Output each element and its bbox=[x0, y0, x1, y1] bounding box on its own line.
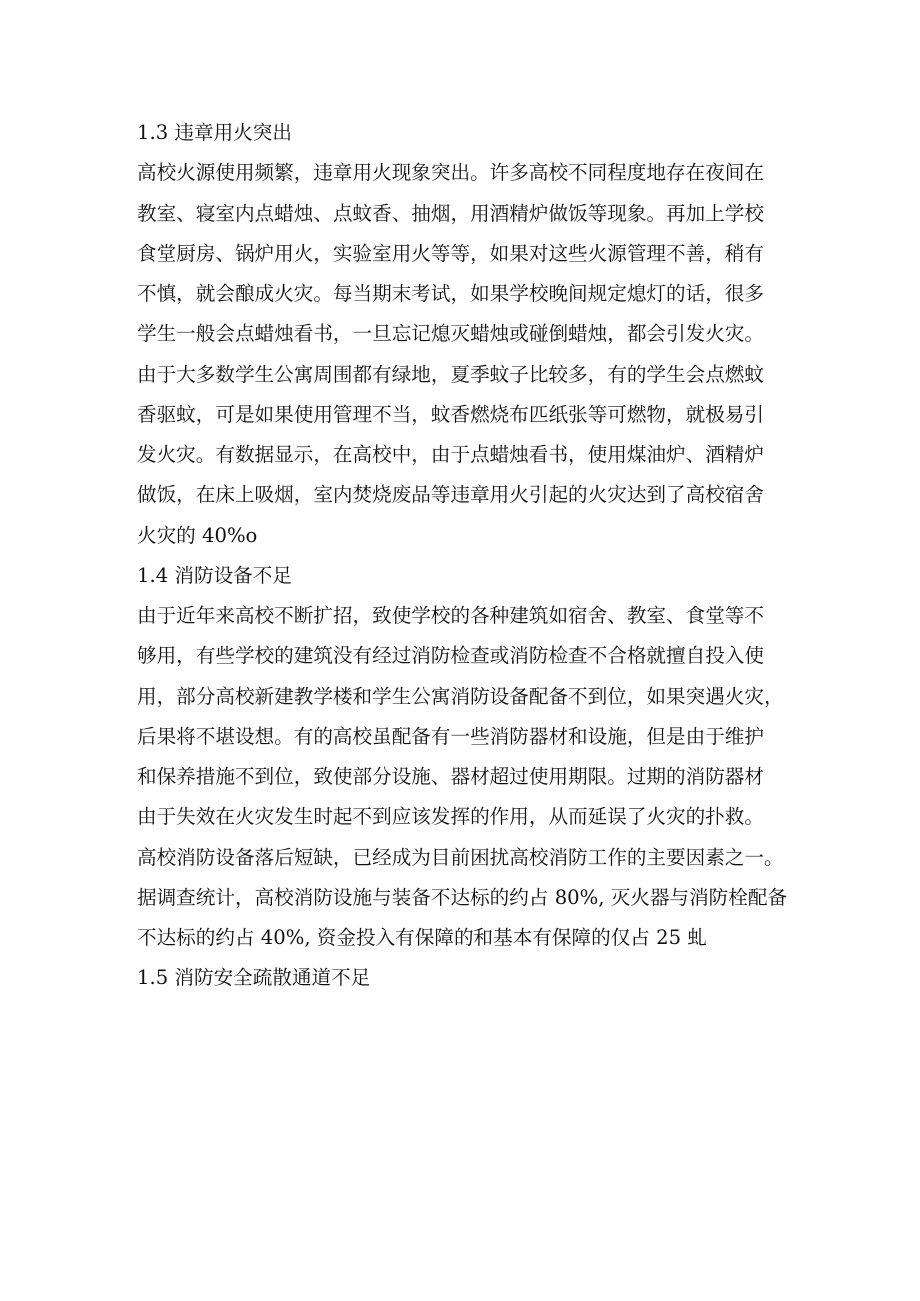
document-body bbox=[137, 113, 797, 999]
paragraph-line: 发火灾。有数据显示，在高校中，由于点蜡烛看书，使用煤油炉、酒精炉 bbox=[137, 443, 764, 466]
paragraph-line: 做饭，在床上吸烟，室内焚烧废品等违章用火引起的火灾达到了高校宿舍 bbox=[137, 483, 764, 507]
paragraph-line: 香驱蚊，可是如果使用管理不当，蚊香燃烧布匹纸张等可燃物，就极易引 bbox=[137, 402, 764, 426]
paragraph-line: 学生一般会点蜡烛看书，一旦忘记熄灭蜡烛或碰倒蜡烛，都会引发火灾。 bbox=[137, 322, 764, 346]
paragraph-line: 用，部分高校新建教学楼和学生公寓消防设备配备不到位，如果突遇火灾， bbox=[137, 684, 784, 708]
section-heading-1-3: 1.3 违章用火突出 bbox=[137, 121, 292, 144]
paragraph-line: 由于失效在火灾发生时起不到应该发挥的作用，从而延误了火灾的扑救。 bbox=[137, 805, 764, 829]
paragraph-line: 由于大多数学生公寓周围都有绿地，夏季蚊子比较多，有的学生会点燃蚊 bbox=[137, 362, 764, 386]
paragraph-line: 据调查统计，高校消防设施与装备不达标的约占 80%, 灭火器与消防栓配备 bbox=[137, 885, 788, 909]
paragraph-line: 不达标的约占 40%, 资金投入有保障的和基本有保障的仅占 25 虬 bbox=[137, 926, 707, 949]
paragraph-line: 够用，有些学校的建筑没有经过消防检查或消防检查不合格就擅自投入使 bbox=[137, 644, 764, 668]
paragraph-line: 火灾的 40%o bbox=[137, 523, 258, 547]
section-heading-1-5: 1.5 消防安全疏散通道不足 bbox=[137, 966, 371, 990]
paragraph-line: 高校消防设备落后短缺，已经成为目前困扰高校消防工作的主要因素之一。 bbox=[137, 845, 784, 869]
paragraph-line: 由于近年来高校不断扩招，致使学校的各种建筑如宿舍、教室、食堂等不 bbox=[137, 604, 764, 627]
section-heading-1-4: 1.4 消防设备不足 bbox=[137, 563, 292, 587]
paragraph-line: 食堂厨房、锅炉用火，实验室用火等等，如果对这些火源管理不善，稍有 bbox=[137, 241, 764, 265]
paragraph-line: 不慎，就会酿成火灾。每当期末考试，如果学校晚间规定熄灯的话，很多 bbox=[137, 282, 764, 305]
paragraph-line: 高校火源使用频繁，违章用火现象突出。许多高校不同程度地存在夜间在 bbox=[137, 161, 764, 185]
paragraph-line: 后果将不堪设想。有的高校虽配备有一些消防器材和设施，但是由于维护 bbox=[137, 724, 764, 748]
paragraph-line: 教室、寝室内点蜡烛、点蚊香、抽烟，用酒精炉做饭等现象。再加上学校 bbox=[137, 201, 764, 225]
paragraph-line: 和保养措施不到位，致使部分设施、器材超过使用期限。过期的消防器材 bbox=[137, 765, 764, 788]
